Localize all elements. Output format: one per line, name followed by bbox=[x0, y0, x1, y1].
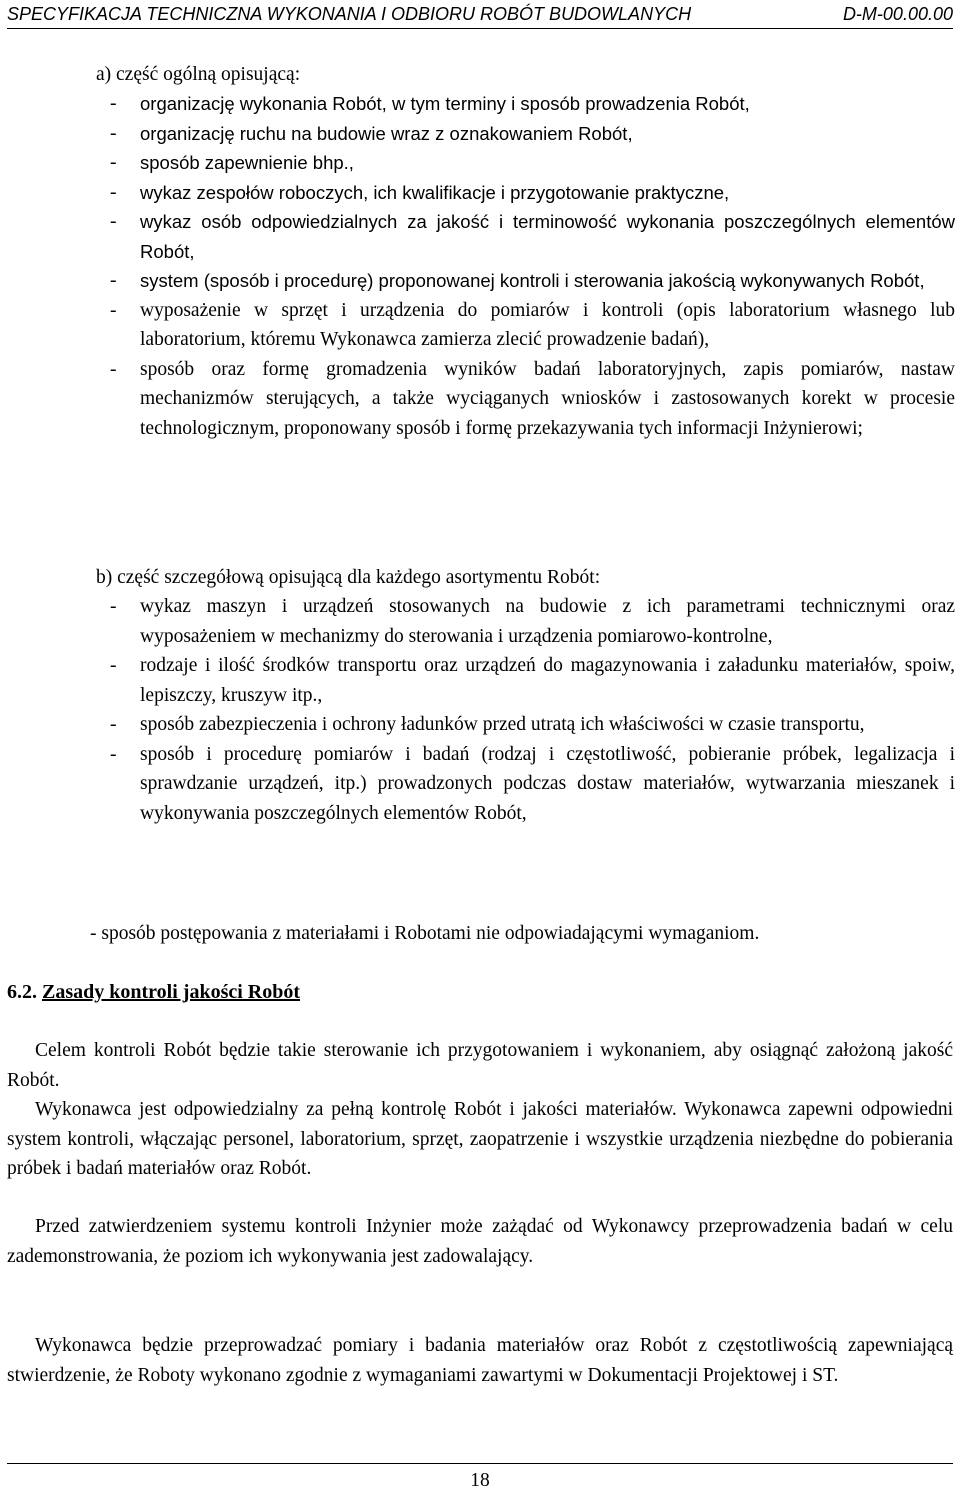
list-item: - sposób zapewnienie bhp., bbox=[110, 152, 354, 173]
list-item: - organizację ruchu na budowie wraz z oznakowaniem Robót, bbox=[110, 122, 633, 144]
section-a-intro: a) część ogólną opisującą: bbox=[96, 64, 301, 85]
list-item: - wykaz maszyn i urządzeń stosowanych na budowie z ich parametrami technicznymi oraz wyposażeniem w mechanizmy do sterowania i urządzenia pomiarowo-kontrolne, bbox=[110, 596, 955, 647]
paragraph: Przed zatwierdzeniem systemu kontroli Inżynier może zażądać od Wykonawcy przeprowadzenia badań w celu zademonstrowania, że poziom ich wykonywania jest zadowalający. bbox=[7, 1216, 953, 1267]
list-item: - sposób i procedurę pomiarów i badań (rodzaj i częstotliwość, pobieranie próbek, legalizacja i sprawdzanie urządzeń, itp.) prowadzonych podczas dostaw materiałów, wytwarzania mieszanek i wykonywania poszczególnych elementów Robót, bbox=[110, 743, 955, 824]
list-item: - sposób oraz formę gromadzenia wyników badań laboratoryjnych, zapis pomiarów, nastaw mechanizmów sterujących, a także wyciąganych wniosków i zastosowanych korekt w procesie technologicznym, proponowany sposób i formę przekazywania tych informacji Inżynierowi; bbox=[110, 358, 955, 439]
section-heading bbox=[7, 978, 300, 1008]
list-item: - organizację wykonania Robót, w tym terminy i sposób prowadzenia Robót, bbox=[110, 93, 750, 114]
section-b-last-item: - sposób postępowania z materiałami i Robotami nie odpowiadającymi wymaganiom. bbox=[90, 923, 760, 944]
paragraph: Celem kontroli Robót będzie takie sterowanie ich przygotowaniem i wykonaniem, aby osiągnąć założoną jakość Robót. bbox=[7, 1040, 953, 1091]
footer-divider bbox=[7, 1463, 953, 1464]
section-a-list bbox=[110, 89, 955, 443]
page-number: 18 bbox=[470, 1470, 490, 1491]
document-title: SPECYFIKACJA TECHNICZNA WYKONANIA I ODBIORU ROBÓT BUDOWLANYCH bbox=[7, 4, 692, 24]
list-item: - sposób zabezpieczenia i ochrony ładunków przed utratą ich właściwości w czasie transportu, bbox=[110, 714, 865, 735]
document-code: D-M-00.00.00 bbox=[842, 4, 953, 24]
section-number: 6.2. bbox=[7, 981, 37, 1003]
section-title: Zasady kontroli jakości Robót bbox=[42, 981, 301, 1003]
paragraph: Wykonawca będzie przeprowadzać pomiary i badania materiałów oraz Robót z częstotliwością zapewniającą stwierdzenie, że Roboty wykonano zgodnie z wymaganiami zawartymi w Dokumentacji Projektowej i ST. bbox=[7, 1335, 953, 1386]
section-b-list bbox=[110, 592, 955, 828]
list-item: - rodzaje i ilość środków transportu oraz urządzeń do magazynowania i załadunku materiałów, spoiw, lepiszczy, kruszyw itp., bbox=[110, 655, 955, 706]
list-item: - wykaz zespołów roboczych, ich kwalifikacje i przygotowanie praktyczne, bbox=[110, 181, 730, 203]
list-item: - wyposażenie w sprzęt i urządzenia do pomiarów i kontroli (opis laboratorium własnego lub laboratorium, któremu Wykonawca zamierza zlecić prowadzenie badań), bbox=[110, 299, 955, 350]
section-b-intro: b) część szczegółową opisującą dla każdego asortymentu Robót: bbox=[96, 567, 601, 588]
list-item: - system (sposób i procedurę) proponowanej kontroli i sterowania jakością wykonywanych Robót, bbox=[110, 270, 925, 291]
list-item: - wykaz osób odpowiedzialnych za jakość i terminowość wykonania poszczególnych elementów Robót, bbox=[110, 211, 955, 262]
page-header bbox=[7, 2, 953, 29]
paragraph: Wykonawca jest odpowiedzialny za pełną kontrolę Robót i jakości materiałów. Wykonawca zapewni odpowiedni system kontroli, włączając personel, laboratorium, sprzęt, zaopatrzenie i wszystkie urządzenia niezbędne do pobierania próbek i badań materiałów oraz Robót. bbox=[7, 1099, 953, 1179]
